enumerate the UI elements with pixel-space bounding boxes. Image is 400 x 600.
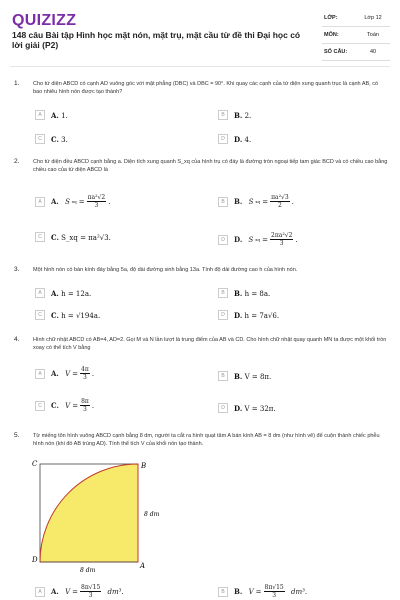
- formula-lhs: V: [65, 369, 71, 378]
- fraction-denominator: 3: [279, 240, 284, 247]
- option-a[interactable]: [35, 288, 91, 298]
- option-box: C: [35, 134, 45, 144]
- option-label: A.: [51, 288, 59, 298]
- option-box: B: [218, 197, 228, 207]
- formula-sub: xq: [71, 199, 77, 204]
- fraction-denominator: 3: [272, 592, 277, 599]
- option-box: A: [35, 587, 45, 597]
- formula-lhs: V: [65, 587, 71, 596]
- question-text: Từ miếng tôn hình vuông ABCD cạnh bằng 8 dm, người ta cắt ra hình quạt tâm A bán kính AB = 8 dm (như hình vẽ) để cuộn thành chiếc phễu hình nón (khi đó AB trùng AD). Tính thể tích V của khối nón tạo thành.: [33, 433, 380, 447]
- question-number: 5.: [14, 432, 20, 439]
- question-text: Cho tứ diện ABCD có cạnh AD vuông góc với mặt phẳng (DBC) và DBC = 90°. Khi quay các cạnh của tứ diện xung quanh trục là cạnh AB, có bao nhiêu hình nón được tạo thành?: [33, 81, 379, 95]
- formula-lhs: V: [248, 587, 254, 596]
- option-label: B.: [234, 288, 243, 298]
- option-a[interactable]: A A. S xq = $\frac{\text{πa²√2}}{3}$ .: [35, 194, 110, 209]
- fraction-numerator: 2πa²√2: [271, 232, 293, 239]
- option-text: 4.: [244, 135, 252, 144]
- info-label: LỚP:: [322, 10, 356, 27]
- option-text: V = 32π.: [244, 404, 276, 413]
- fraction-denominator: 3: [83, 406, 87, 413]
- option-box: C: [35, 310, 45, 320]
- option-text: 3.: [61, 135, 68, 144]
- option-box: D: [218, 235, 228, 245]
- option-b[interactable]: [218, 371, 271, 381]
- option-a[interactable]: A A. V = $\frac{4\pi}{3}$ .: [35, 366, 94, 381]
- option-d[interactable]: [218, 134, 251, 144]
- fraction-denominator: 3: [83, 374, 87, 381]
- option-text: 2.: [244, 111, 252, 120]
- option-box: B: [218, 587, 228, 597]
- option-d[interactable]: [218, 310, 279, 320]
- info-value: Lớp 12: [356, 10, 390, 27]
- option-box: A: [35, 197, 45, 207]
- option-label: B.: [234, 587, 243, 596]
- formula-unit: dm³.: [290, 587, 308, 596]
- option-box: B: [218, 288, 228, 298]
- vertex-label-b: B: [141, 462, 147, 470]
- option-box: B: [218, 371, 228, 381]
- formula-lhs: V: [65, 401, 71, 410]
- option-text: 1.: [61, 111, 68, 120]
- question-number: 2.: [14, 158, 20, 165]
- vertex-label-d: D: [32, 556, 38, 564]
- option-box: A: [35, 369, 45, 379]
- info-value: Toán: [356, 27, 390, 44]
- option-c[interactable]: [35, 310, 100, 320]
- option-label: B.: [234, 110, 243, 120]
- option-label: A.: [51, 587, 59, 596]
- option-box: D: [218, 134, 228, 144]
- question-number: 4.: [14, 336, 20, 343]
- option-text: h = √194a.: [61, 311, 101, 320]
- question-text: Cho tứ diện đều ABCD cạnh bằng a. Diện tích xung quanh S_xq của hình trụ có đáy là đường tròn ngoại tiếp tam giác BCD và có chiều cao bằng chiều cao của tứ diện ABCD là: [33, 159, 388, 173]
- option-label: B.: [234, 197, 243, 206]
- option-box: D: [218, 310, 228, 320]
- side-length-label: 8 dm: [80, 567, 96, 574]
- option-a[interactable]: [35, 110, 68, 120]
- option-c[interactable]: C C. V = $\frac{8\pi}{3}$ .: [35, 398, 94, 413]
- option-c[interactable]: [35, 232, 111, 242]
- sector-shape: [40, 464, 138, 562]
- page-title: 148 câu Bài tập Hình học mặt nón, mặt trụ, mặt cầu từ đề thi Đại học có lời giải (P2): [12, 30, 301, 50]
- fraction-denominator: 2: [277, 202, 282, 209]
- option-label: A.: [51, 369, 59, 378]
- option-text: S_xq = πa²√3.: [61, 233, 111, 242]
- formula-sub: xq: [255, 199, 261, 204]
- option-b[interactable]: [218, 288, 270, 298]
- question-number: 1.: [14, 80, 20, 87]
- fraction-denominator: 3: [94, 202, 99, 209]
- option-b[interactable]: B B. S xq = $\frac{\text{πa²√3}}{2}$ .: [218, 194, 294, 209]
- divider: [10, 66, 390, 67]
- fraction-numerator: πa²√3: [271, 194, 289, 201]
- side-length-label: 8 dm: [144, 511, 160, 518]
- option-box: B: [218, 110, 228, 120]
- option-label: D.: [234, 310, 243, 320]
- option-box: C: [35, 401, 45, 411]
- formula-sub: xq: [255, 237, 261, 242]
- fraction-numerator: 8π√15: [264, 584, 284, 591]
- option-b[interactable]: [218, 110, 251, 120]
- option-box: A: [35, 288, 45, 298]
- option-a[interactable]: A A. V = $\frac{8\pi√15}{3}$ dm³.: [35, 584, 124, 599]
- option-text: h = 8a.: [244, 289, 271, 298]
- option-label: B.: [234, 371, 243, 381]
- option-label: D.: [234, 235, 243, 244]
- vertex-label-a: A: [140, 562, 146, 570]
- formula-lhs: S: [248, 235, 254, 244]
- option-label: A.: [51, 197, 59, 206]
- option-label: C.: [51, 134, 59, 144]
- option-box: D: [218, 403, 228, 413]
- fraction-numerator: πa²√2: [87, 194, 106, 201]
- question-text: Hình chữ nhật ABCD có AB=4, AD=2. Gọi M và N lần lượt là trung điểm của AB và CD. Cho hình chữ nhật quay quanh MN ta được một khối tròn xoay có thể tích V bằng: [33, 337, 387, 351]
- fraction-numerator: 4π: [81, 366, 89, 373]
- formula-lhs: S: [248, 197, 254, 206]
- option-label: C.: [51, 232, 59, 242]
- page-header: [0, 0, 400, 62]
- option-text: h = 7a√6.: [244, 311, 280, 320]
- option-text: V = 8π.: [244, 372, 272, 381]
- option-d[interactable]: [218, 403, 276, 413]
- sector-figure: [28, 458, 168, 576]
- option-label: C.: [51, 310, 59, 320]
- option-box: A: [35, 110, 45, 120]
- option-label: C.: [51, 401, 59, 410]
- formula-lhs: S: [65, 197, 70, 206]
- question-number: 3.: [14, 266, 20, 273]
- vertex-label-c: C: [32, 460, 38, 468]
- fraction-denominator: 3: [88, 592, 93, 599]
- fraction-numerator: 8π√15: [81, 584, 101, 591]
- quizizz-logo: QUIZIZZ: [12, 12, 77, 29]
- fraction-numerator: 8π: [81, 398, 89, 405]
- option-label: D.: [234, 134, 243, 144]
- option-text: h = 12a.: [61, 289, 92, 298]
- option-b[interactable]: B B. V = $\frac{8\pi√15}{3}$ dm³.: [218, 584, 307, 599]
- info-table: [322, 10, 390, 61]
- info-value: 40: [356, 44, 390, 61]
- info-label: MÔN:: [322, 27, 356, 44]
- option-box: C: [35, 232, 45, 242]
- option-c[interactable]: [35, 134, 68, 144]
- question-text: Một hình nón có bán kính đáy bằng 5a, độ dài đường sinh bằng 13a. Tính độ dài đường cao h của hình nón.: [33, 267, 298, 273]
- formula-unit: dm³.: [107, 587, 124, 596]
- option-label: A.: [51, 110, 59, 120]
- option-d[interactable]: D D. S xq = $\frac{\text{2πa²√2}}{3}$ .: [218, 232, 298, 247]
- option-label: D.: [234, 403, 243, 413]
- info-label: SỐ CÂU:: [322, 44, 356, 61]
